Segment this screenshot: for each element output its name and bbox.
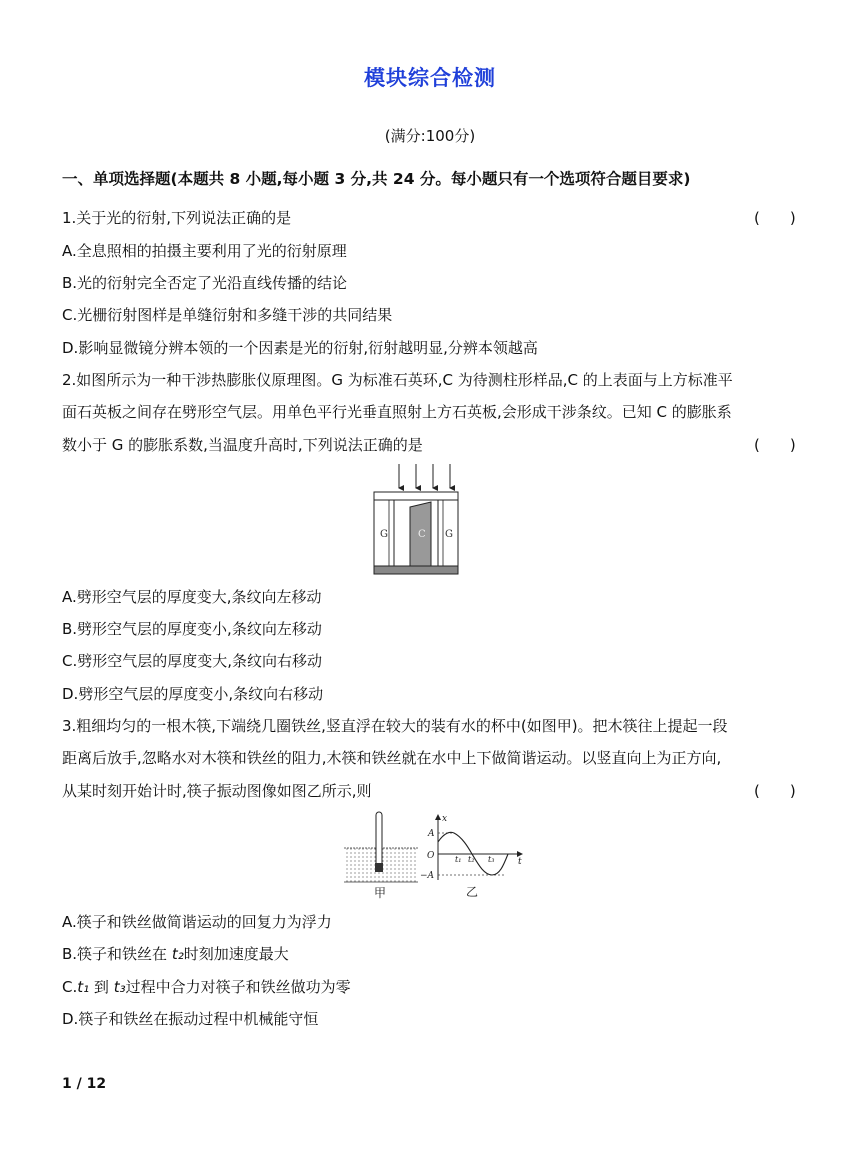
q1-option-a: A.全息照相的拍摄主要利用了光的衍射原理 xyxy=(62,242,347,260)
label-origin: O xyxy=(427,851,435,861)
q2-option-a: A.劈形空气层的厚度变大,条纹向左移动 xyxy=(62,588,322,606)
label-g-right: G xyxy=(445,529,453,540)
page-number: 1 / 12 xyxy=(62,1076,107,1092)
label-jia: 甲 xyxy=(374,886,387,900)
q2-stem-line3: 数小于 G 的膨胀系数,当温度升高时,下列说法正确的是 xyxy=(62,436,423,454)
chopstick xyxy=(376,812,382,870)
q3-option-c-var2: t₃ xyxy=(113,978,126,996)
q3-option-d: D.筷子和铁丝在振动过程中机械能守恒 xyxy=(62,1010,319,1028)
label-c: C xyxy=(418,529,426,540)
q1-option-c: C.光栅衍射图样是单缝衍射和多缝干涉的共同结果 xyxy=(62,306,393,324)
q2-option-b: B.劈形空气层的厚度变小,条纹向左移动 xyxy=(62,620,322,638)
label-t: t xyxy=(518,857,522,867)
q3-option-c-suffix: 过程中合力对筷子和铁丝做功为零 xyxy=(125,978,351,996)
chopstick-in-water-figure xyxy=(342,808,420,900)
q1-option-b: B.光的衍射完全否定了光沿直线传播的结论 xyxy=(62,274,348,292)
q3-option-c xyxy=(62,976,351,997)
label-t2: t₂ xyxy=(468,855,475,864)
base-plate xyxy=(374,566,458,574)
q3-option-b-var: t₂ xyxy=(171,945,184,963)
label-plus-a: A xyxy=(428,829,435,839)
q2-option-d: D.劈形空气层的厚度变小,条纹向右移动 xyxy=(62,685,324,703)
label-x: x xyxy=(442,814,448,824)
top-quartz-plate xyxy=(374,492,458,500)
q1-option-d: D.影响显微镜分辨本领的一个因素是光的衍射,衍射越明显,分辨本领越高 xyxy=(62,339,538,357)
label-yi: 乙 xyxy=(466,885,479,899)
iron-wire xyxy=(375,863,383,872)
page-title: 模块综合检测 xyxy=(364,66,496,90)
q1-answer-paren: ( ) xyxy=(754,209,796,227)
q2-stem-line1: 2.如图所示为一种干涉热膨胀仪原理图。G 为标准石英环,C 为待测柱形样品,C 的上表面与上方标准平 xyxy=(62,371,733,389)
incident-light-arrows xyxy=(399,464,450,488)
vibration-graph xyxy=(420,812,530,902)
q3-option-b-suffix: 时刻加速度最大 xyxy=(183,945,289,963)
label-g-left: G xyxy=(380,529,388,540)
q2-stem-line2: 面石英板之间存在劈形空气层。用单色平行光垂直照射上方石英板,会形成干涉条纹。已知 C 的膨胀系 xyxy=(62,403,732,421)
q3-stem-line2: 距离后放手,忽略水对木筷和铁丝的阻力,木筷和铁丝就在水中上下做简谐运动。以竖直向上为正方向, xyxy=(62,749,722,767)
label-t1: t₁ xyxy=(455,855,462,864)
full-score-note: (满分:100分) xyxy=(384,127,476,145)
q1-stem: 1.关于光的衍射,下列说法正确的是 xyxy=(62,209,292,227)
q3-option-b-prefix: B.筷子和铁丝在 xyxy=(62,945,172,963)
q3-answer-paren: ( ) xyxy=(754,782,796,800)
q2-option-c: C.劈形空气层的厚度变大,条纹向右移动 xyxy=(62,652,323,670)
q3-option-a: A.筷子和铁丝做简谐运动的回复力为浮力 xyxy=(62,913,332,931)
section-heading: 一、单项选择题(本题共 8 小题,每小题 3 分,共 24 分。每小题只有一个选项符合题目要求) xyxy=(62,170,691,188)
q3-option-c-prefix: C. xyxy=(62,978,78,996)
q2-answer-paren: ( ) xyxy=(754,436,796,454)
q3-option-c-mid: 到 xyxy=(89,978,114,996)
q3-option-c-var1: t₁ xyxy=(77,978,90,996)
dilatometer-figure xyxy=(372,462,462,576)
label-minus-a: −A xyxy=(420,871,435,881)
q3-option-b xyxy=(62,943,289,964)
q3-stem-line1: 3.粗细均匀的一根木筷,下端绕几圈铁丝,竖直浮在较大的装有水的杯中(如图甲)。把木筷往上提起一段 xyxy=(62,717,728,735)
label-t3: t₃ xyxy=(488,855,495,864)
q3-stem-line3: 从某时刻开始计时,筷子振动图像如图乙所示,则 xyxy=(62,782,372,800)
